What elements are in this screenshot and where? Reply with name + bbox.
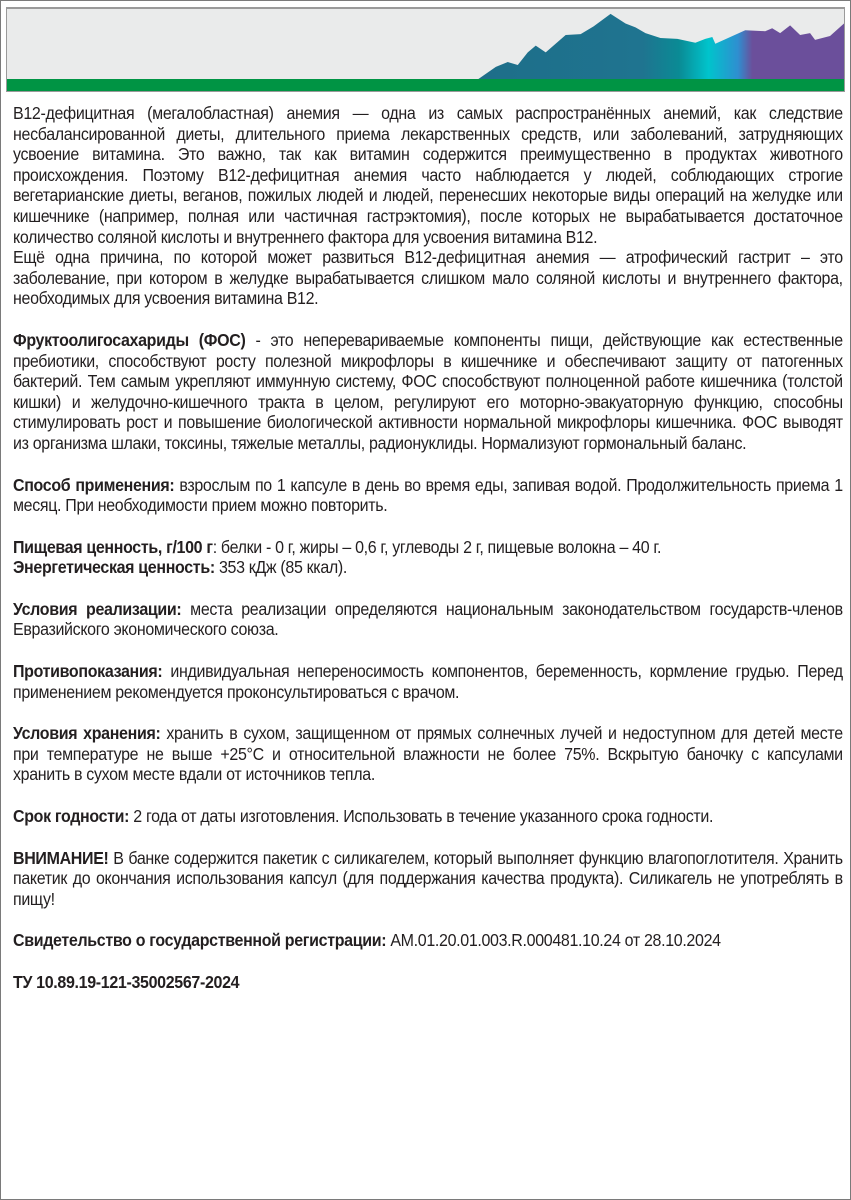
b12-paragraph-1: В12-дефицитная (мегалобластная) анемия — одна из самых распространённых анемий, как следствие несбалансированной диеты, длительного приема лекарственных средств, или заболеваний, затрудняющих усвоение витамина. Это важно, так как витамин содержится преимущественно в продуктах животного происхождения. Поэтому В12-дефицитная анемия часто наблюдается у людей, соблюдающих строгие вегетарианские диеты, веганов, пожилых людей и людей, перенесших некоторые виды операций на желудке или кишечнике (например, полная или частичная гастрэктомия), после которых не вырабатывается достаточное количество соляной кислоты и внутреннего фактора для усвоения витамина В12. bbox=[13, 103, 843, 247]
contraindications-section bbox=[13, 661, 843, 702]
product-description bbox=[13, 103, 843, 993]
shelf-life-text: 2 года от даты изготовления. Использовать в течение указанного срока годности. bbox=[129, 806, 714, 827]
energy-text: 353 кДж (85 ккал). bbox=[214, 557, 348, 578]
energy-section bbox=[13, 557, 843, 578]
nutrition-label: Пищевая ценность, г/100 г bbox=[13, 536, 213, 557]
contraindications-text: индивидуальная непереносимость компонентов, беременность, кормление грудью. Перед применением рекомендуется проконсультироваться с врачом. bbox=[13, 661, 843, 702]
nutrition-section bbox=[13, 537, 843, 558]
warning-label: ВНИМАНИЕ! bbox=[13, 847, 109, 868]
fos-label: Фруктоолигосахариды (ФОС) bbox=[13, 329, 246, 350]
usage-label: Способ применения: bbox=[13, 474, 175, 495]
registration-section bbox=[13, 930, 843, 951]
tu-label: ТУ 10.89.19-121-35002567-2024 bbox=[13, 972, 240, 992]
nutrition-text: : белки - 0 г, жиры – 0,6 г, углеводы 2 г, пищевые волокна – 40 г. bbox=[212, 536, 662, 557]
usage-section bbox=[13, 475, 843, 516]
fos-section bbox=[13, 330, 843, 454]
sale-section bbox=[13, 599, 843, 640]
header-banner bbox=[6, 7, 845, 92]
sale-text: места реализации определяются национальным законодательством государств-членов Евразийского экономического союза. bbox=[13, 598, 843, 640]
sale-label: Условия реализации: bbox=[13, 598, 182, 619]
tu-section bbox=[13, 972, 843, 993]
green-stripe bbox=[7, 79, 844, 91]
energy-label: Энергетическая ценность: bbox=[13, 557, 215, 578]
contraindications-label: Противопоказания: bbox=[13, 661, 163, 682]
warning-section bbox=[13, 848, 843, 910]
shelf-life-section bbox=[13, 806, 843, 827]
storage-label: Условия хранения: bbox=[13, 723, 161, 744]
registration-label: Свидетельство о государственной регистрации: bbox=[13, 930, 387, 951]
warning-text: В банке содержится пакетик с силикагелем, который выполняет функцию влагопоглотителя. Хранить пакетик до окончания использования капсул (для поддержания качества продукта). Силикагель не употреблять в пищу! bbox=[13, 847, 843, 909]
registration-text: AM.01.20.01.003.R.000481.10.24 от 28.10.2024 bbox=[386, 930, 721, 951]
b12-paragraph-2: Ещё одна причина, по которой может развиться В12-дефицитная анемия — атрофический гастрит – это заболевание, при котором в желудке вырабатывается слишком мало соляной кислоты и внутреннего фактора, необходимых для усвоения витамина В12. bbox=[13, 247, 843, 309]
shelf-life-label: Срок годности: bbox=[13, 806, 130, 827]
storage-text: хранить в сухом, защищенном от прямых солнечных лучей и недоступном для детей месте при температуре не выше +25°С и относительной влажности не более 75%. Вскрытую баночку с капсулами хранить в сухом месте вдали от источников тепла. bbox=[13, 723, 843, 785]
storage-section bbox=[13, 723, 843, 785]
fos-text: - это неперевариваемые компоненты пищи, действующие как естественные пребиотики, способствуют росту полезной микрофлоры в кишечнике и обеспечивают защиту от патогенных бактерий. Тем самым укрепляют иммунную систему, ФОС способствуют полноценной работе кишечника (толстой кишки) и желудочно-кишечного тракта в целом, регулируют его моторно-эвакуаторную функцию, способны стимулировать рост и повышение биологической активности нормальной микрофлоры кишечника. ФОС выводят из организма шлаки, токсины, тяжелые металлы, радионуклиды. Нормализуют гормональный баланс. bbox=[13, 329, 843, 453]
usage-text: взрослым по 1 капсуле в день во время еды, запивая водой. Продолжительность приема 1 месяц. При необходимости прием можно повторить. bbox=[13, 474, 843, 516]
